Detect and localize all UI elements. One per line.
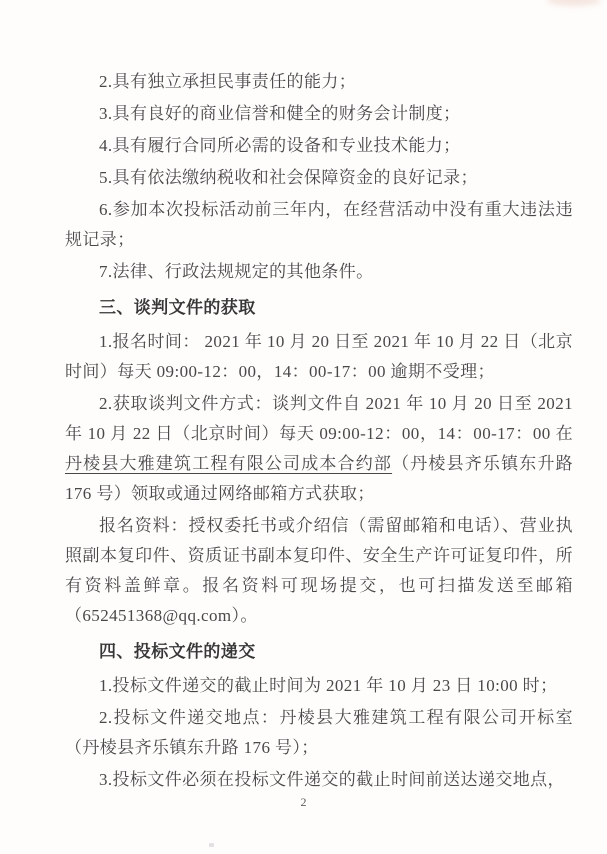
scan-speck-artifact [209, 843, 214, 847]
submission-requirement-item: 3.投标文件必须在投标文件递交的截止时间前送达递交地点， [99, 770, 565, 789]
page-number: 2 [300, 795, 307, 809]
condition-item-5: 5.具有依法缴纳税收和社会保障资金的良好记录； [99, 168, 478, 187]
condition-item-2: 2.具有独立承担民事责任的能力； [99, 72, 357, 91]
section-heading-3-document-acquisition: 三、谈判文件的获取 [99, 298, 256, 317]
condition-item-6: 6.参加本次投标活动前三年内，在经营活动中没有重大违法违规记录； [65, 200, 573, 249]
scan-smudge-artifact [547, 0, 601, 6]
acquisition-text-after: （丹棱县齐乐镇东升路 176 号）领取或通过网络邮箱方式获取； [65, 454, 574, 503]
section-heading-4-bid-submission: 四、投标文件的递交 [99, 642, 256, 661]
document-body [65, 67, 573, 797]
submission-deadline-item: 1.投标文件递交的截止时间为 2021 年 10 月 23 日 10:00 时； [99, 676, 558, 695]
condition-item-7: 7.法律、行政法规规定的其他条件。 [99, 262, 374, 281]
registration-time-item: 1.报名时间： 2021 年 10 月 20 日至 2021 年 10 月 22 日（北京时间）每天 09:00-12：00，14：00-17：00 逾期不受理； [65, 332, 573, 381]
registration-materials-item: 报名资料：授权委托书或介绍信（需留邮箱和电话）、营业执照副本复印件、资质证书副本复印件、安全生产许可证复印件，所有资料盖鲜章。报名资料可现场提交，也可扫描发送至邮箱（652451368@qq.com）。 [65, 516, 573, 625]
acquisition-text-before: 2.获取谈判文件方式：谈判文件自 2021 年 10 月 20 日至 2021 年 10 月 22 日（北京时间）每天 09:00-12：00，14：00-17：00 在 [65, 394, 573, 443]
submission-location-item: 2.投标文件递交地点：丹棱县大雅建筑工程有限公司开标室（丹棱县齐乐镇东升路 176 号）； [65, 708, 573, 757]
condition-item-4: 4.具有履行合同所必需的设备和专业技术能力； [99, 136, 461, 155]
condition-item-3: 3.具有良好的商业信誉和健全的财务会计制度； [99, 104, 461, 123]
underlined-company-department: 丹棱县大雅建筑工程有限公司成本合约部 [65, 454, 393, 473]
document-acquisition-method-item [65, 389, 573, 509]
